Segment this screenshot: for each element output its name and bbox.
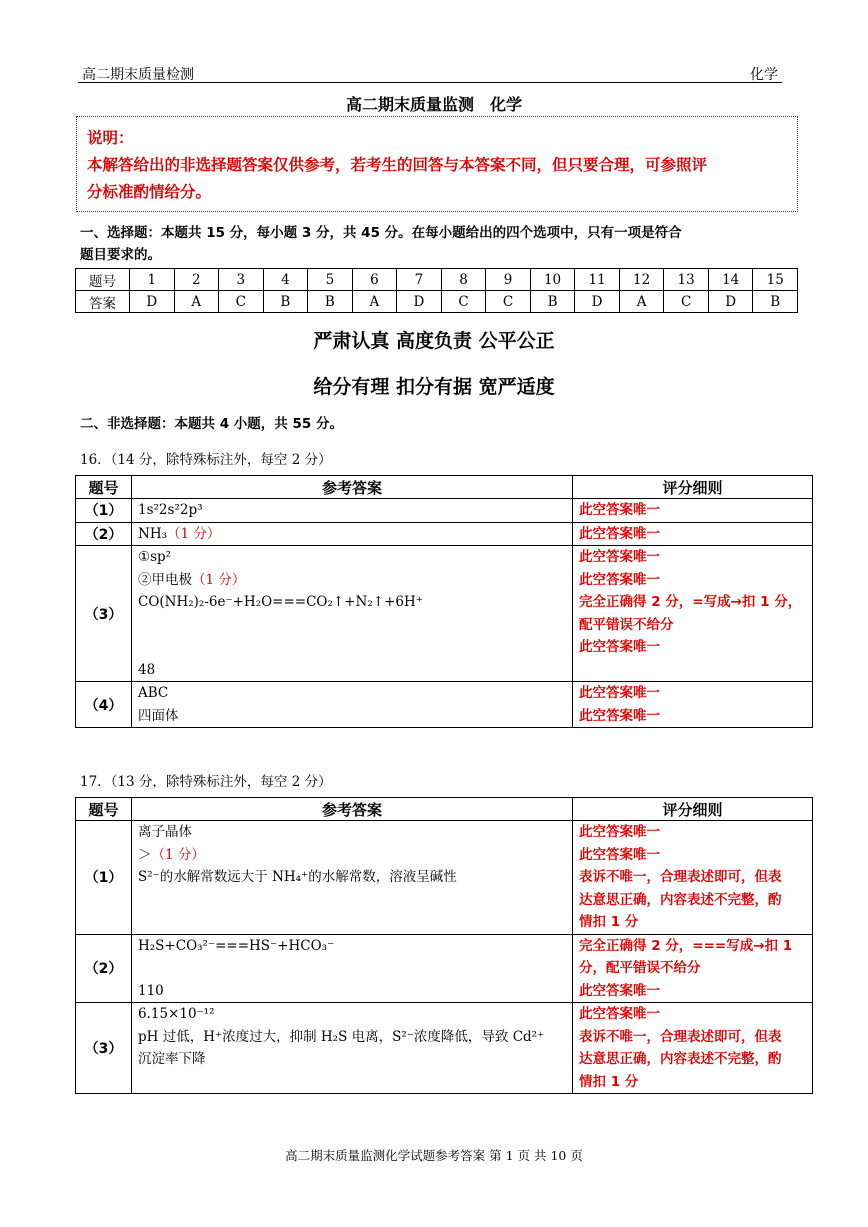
q17-1-answer-1: 离子晶体	[138, 824, 192, 840]
q17-heading: 17．（13 分，除特殊标注外，每空 2 分）	[80, 774, 332, 790]
mc-answer-cell: B	[263, 291, 308, 313]
slogan-1: 严肃认真 高度负责 公平公正	[313, 330, 555, 352]
q16-1-answer: 1s²2s²2p³	[138, 502, 203, 518]
mc-answer-cell: B	[530, 291, 575, 313]
q16-3-answer-4: 48	[138, 661, 156, 678]
q17-2-num: （2）	[76, 934, 132, 1003]
mc-answer-cell: D	[397, 291, 442, 313]
section-2-heading: 二、非选择题：本题共 4 小题，共 55 分。	[80, 416, 343, 432]
mc-question-number: 2	[174, 269, 219, 291]
mc-answer-cell: B	[753, 291, 798, 313]
q16-2-num: （2）	[76, 522, 132, 546]
q17-3-scoring-4: 情扣 1 分	[579, 1073, 639, 1090]
q16-3-scoring-4: 配平错误不给分	[579, 616, 674, 633]
q17-3-scoring-3: 达意思正确，内容表述不完整，酌	[579, 1051, 782, 1067]
instruction-box	[76, 116, 798, 212]
mc-question-number: 10	[530, 269, 575, 291]
q16-2-answer: NH₃	[138, 525, 167, 542]
mc-question-number: 8	[441, 269, 486, 291]
q16-4-scoring-1: 此空答案唯一	[579, 685, 660, 701]
mc-label-number: 题号	[76, 269, 130, 291]
q16-3-scoring-3: 完全正确得 2 分，=写成→扣 1 分，	[579, 594, 802, 610]
q16-3-scoring-1: 此空答案唯一	[579, 549, 660, 565]
q16-2-answer-note: （1 分）	[167, 525, 221, 542]
q17-1-answer-3: S²⁻的水解常数远大于 NH₄⁺的水解常数，溶液呈碱性	[138, 869, 457, 885]
q16-row-2	[76, 522, 813, 546]
mc-answer-cell: D	[708, 291, 753, 313]
q17-1-answer-2: ＞	[138, 846, 152, 863]
mc-question-number: 13	[664, 269, 709, 291]
q16-3-answer-2: ②甲电极	[138, 571, 192, 588]
q16-3-answer-2-note: （1 分）	[192, 571, 246, 588]
mc-answer-cell: A	[352, 291, 397, 313]
q16-3-scoring-2: 此空答案唯一	[579, 571, 660, 588]
mc-answer-row	[76, 291, 798, 313]
col-header-answer: 参考答案	[132, 798, 573, 821]
mc-answer-cell: C	[219, 291, 264, 313]
mc-question-number: 7	[397, 269, 442, 291]
q16-3-answer-1: ①sp²	[138, 549, 172, 565]
col-header-num: 题号	[76, 798, 132, 821]
q17-3-scoring-2: 表诉不唯一，合理表述即可，但表	[579, 1028, 782, 1045]
q17-1-scoring-2: 此空答案唯一	[579, 846, 660, 863]
col-header-scoring: 评分细则	[573, 476, 813, 499]
section-1-line-2: 题目要求的。	[80, 247, 161, 263]
mc-answer-cell: A	[619, 291, 664, 313]
q16-4-answer-1: ABC	[138, 685, 169, 701]
q17-table	[75, 797, 813, 1094]
col-header-num: 题号	[76, 476, 132, 499]
q17-2-scoring-3: 此空答案唯一	[579, 982, 660, 999]
q17-2-answer-2: 110	[138, 982, 164, 999]
mc-question-number: 14	[708, 269, 753, 291]
section-1-line-1: 一、选择题：本题共 15 分，每小题 3 分，共 45 分。在每小题给出的四个选项中，只有一项是符合	[80, 225, 682, 241]
mc-question-number: 9	[486, 269, 531, 291]
q17-3-answer-3: 沉淀率下降	[138, 1051, 206, 1067]
header-right: 化学	[750, 67, 778, 83]
q17-header-row	[76, 798, 813, 821]
q17-3-scoring-1: 此空答案唯一	[579, 1006, 660, 1022]
q16-2-scoring: 此空答案唯一	[579, 525, 660, 542]
q17-row-3	[76, 1003, 813, 1094]
mc-question-number: 4	[263, 269, 308, 291]
mc-question-number: 1	[130, 269, 175, 291]
instruction-line-2: 分标准酌情给分。	[87, 183, 212, 201]
q16-4-answer-2: 四面体	[138, 707, 179, 724]
q17-3-answer-1: 6.15×10⁻¹²	[138, 1006, 215, 1022]
q16-4-num: （4）	[76, 682, 132, 728]
q17-3-num: （3）	[76, 1003, 132, 1094]
header-left: 高二期末质量检测	[82, 67, 194, 83]
mc-answer-cell: B	[308, 291, 353, 313]
col-header-scoring: 评分细则	[573, 798, 813, 821]
q17-1-answer-2-note: （1 分）	[151, 846, 205, 863]
q17-1-scoring-5: 情扣 1 分	[579, 914, 639, 930]
q17-2-scoring-2: 分，配平错误不给分	[579, 960, 701, 976]
page-footer: 高二期末质量监测化学试题参考答案 第 1 页 共 10 页	[285, 1148, 583, 1163]
mc-answer-cell: D	[130, 291, 175, 313]
q17-row-2	[76, 934, 813, 1003]
q16-3-answer-3: CO(NH₂)₂-6e⁻+H₂O===CO₂↑+N₂↑+6H⁺	[138, 594, 423, 610]
q16-heading: 16．（14 分，除特殊标注外，每空 2 分）	[80, 452, 332, 468]
q17-1-scoring-3: 表诉不唯一，合理表述即可，但表	[579, 869, 782, 885]
q16-3-scoring-5: 此空答案唯一	[579, 639, 660, 655]
mc-label-answer: 答案	[76, 291, 130, 313]
q17-2-answer-1: H₂S+CO₃²⁻===HS⁻+HCO₃⁻	[138, 937, 335, 954]
q16-1-scoring: 此空答案唯一	[579, 502, 660, 518]
mc-question-number: 11	[575, 269, 620, 291]
q16-3-num: （3）	[76, 546, 132, 682]
q16-row-4	[76, 682, 813, 728]
multiple-choice-table	[75, 268, 798, 313]
running-header	[78, 62, 782, 83]
q16-1-num: （1）	[76, 499, 132, 523]
mc-answer-cell: D	[575, 291, 620, 313]
mc-answer-cell: C	[441, 291, 486, 313]
mc-answer-cell: C	[486, 291, 531, 313]
q16-row-3	[76, 546, 813, 682]
mc-question-number: 3	[219, 269, 264, 291]
instruction-line-1: 本解答给出的非选择题答案仅供参考，若考生的回答与本答案不同，但只要合理，可参照评	[87, 156, 708, 174]
slogan-2: 给分有理 扣分有据 宽严适度	[313, 376, 555, 398]
q16-row-1	[76, 499, 813, 523]
q17-1-scoring-1: 此空答案唯一	[579, 824, 660, 840]
mc-question-number: 15	[753, 269, 798, 291]
q17-2-scoring-1: 完全正确得 2 分，===写成→扣 1	[579, 937, 793, 954]
q17-1-num: （1）	[76, 821, 132, 935]
q16-4-scoring-2: 此空答案唯一	[579, 707, 660, 724]
q17-1-scoring-4: 达意思正确，内容表述不完整，酌	[579, 891, 782, 908]
mc-question-number: 6	[352, 269, 397, 291]
mc-answer-cell: C	[664, 291, 709, 313]
mc-question-number: 5	[308, 269, 353, 291]
mc-number-row	[76, 269, 798, 291]
q16-header-row	[76, 476, 813, 499]
section-1-heading	[80, 222, 796, 266]
mc-answer-cell: A	[174, 291, 219, 313]
mc-question-number: 12	[619, 269, 664, 291]
instruction-heading: 说明：	[87, 129, 134, 147]
page-title: 高二期末质量监测 化学	[345, 95, 522, 114]
q17-row-1	[76, 821, 813, 935]
col-header-answer: 参考答案	[132, 476, 573, 499]
q16-table	[75, 475, 813, 728]
q17-3-answer-2: pH 过低，H⁺浓度过大，抑制 H₂S 电离，S²⁻浓度降低，导致 Cd²⁺	[138, 1028, 545, 1045]
